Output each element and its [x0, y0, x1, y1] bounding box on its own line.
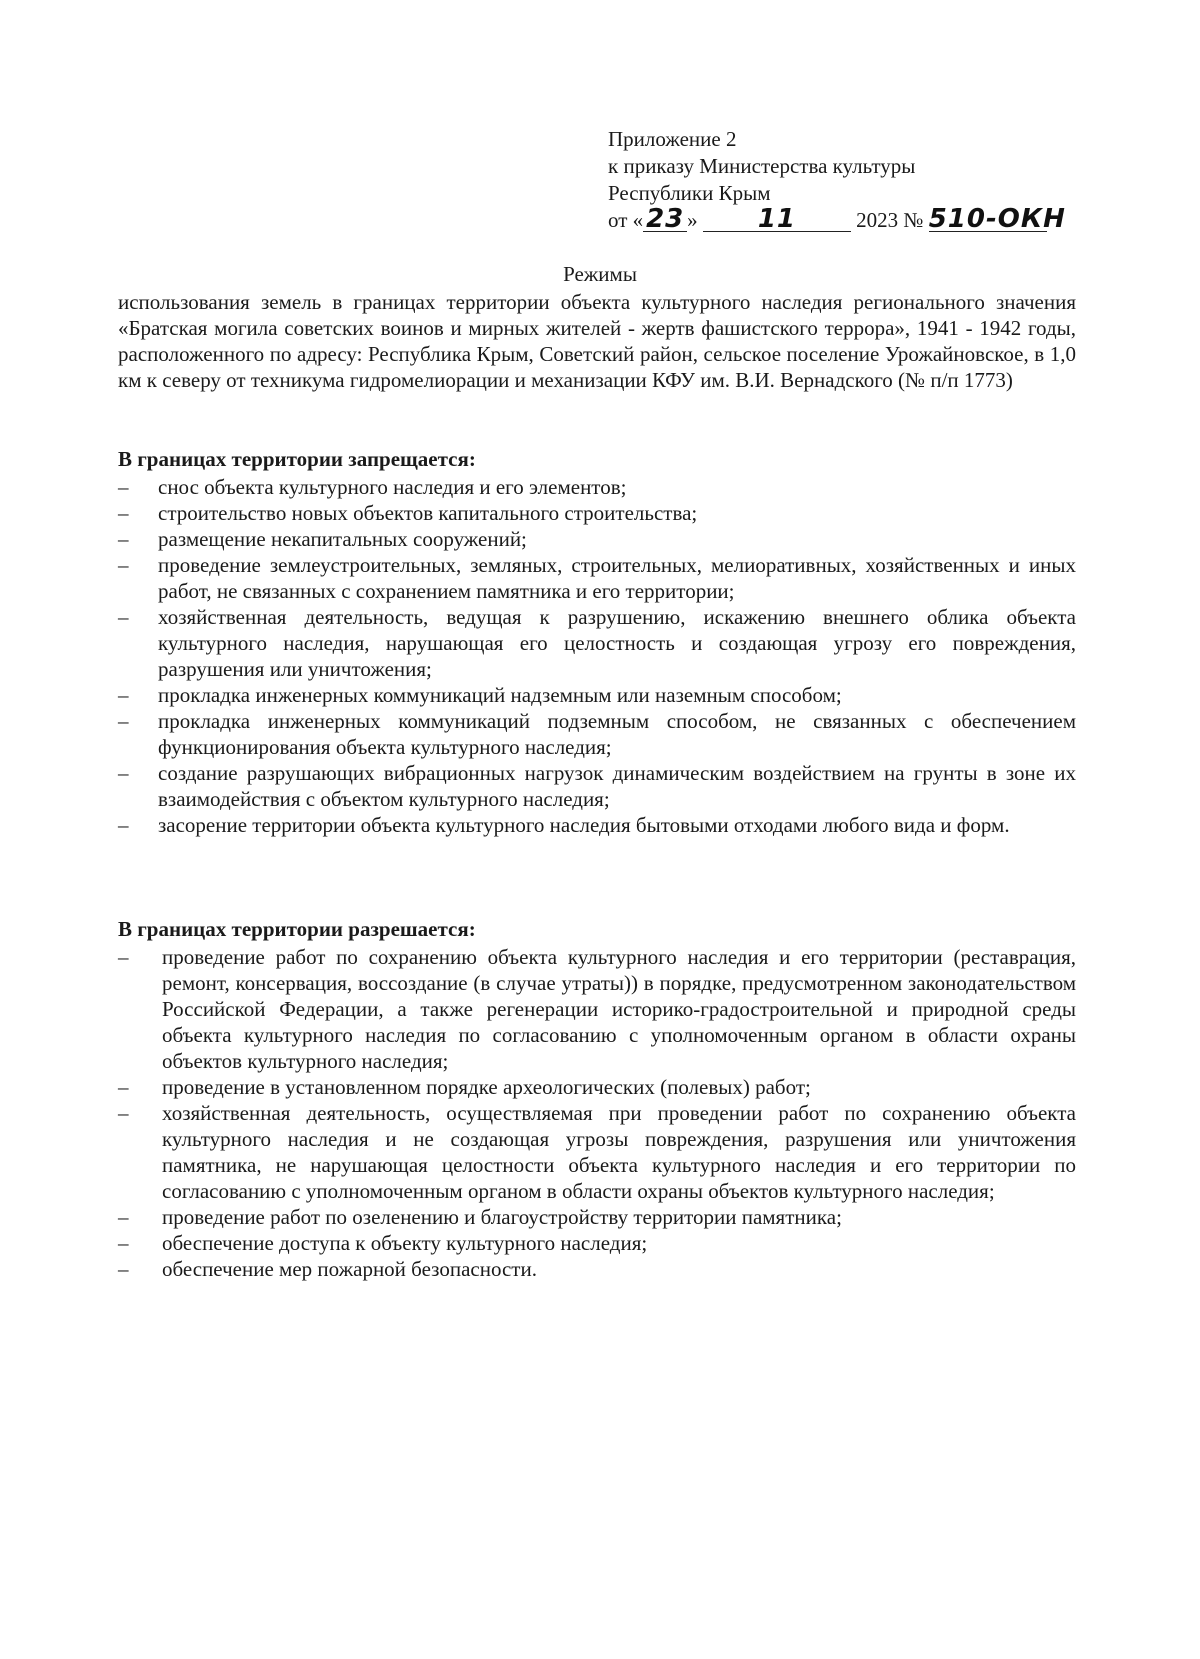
document-intro: использования земель в границах территории объекта культурного наследия регионального значения «Братская могила советских воинов и мирных жителей - жертв фашистского террора», 1941 - 1942 годы, расположенного по адресу: Республика Крым, Советский район, сельское поселение Урожайновское, в 1,0 км к северу от техникума гидромелиорации и механизации КФУ им. В.И. Вернадского (№ п/п 1773)	[118, 290, 1076, 392]
list-item	[118, 1204, 1076, 1230]
list-item	[118, 1256, 1076, 1282]
permitted-section	[118, 916, 1076, 1282]
annex-order-ref: к приказу Министерства культуры	[608, 154, 916, 178]
list-item	[118, 474, 1076, 500]
list-item-text: снос объекта культурного наследия и его элементов;	[158, 475, 627, 499]
list-dash: –	[118, 1075, 129, 1099]
list-dash: –	[118, 813, 129, 837]
list-item-text: хозяйственная деятельность, ведущая к разрушению, искажению внешнего облика объекта культурного наследия, нарушающая его целостность и создающая угрозу его повреждения, разрушения или уничтожения;	[158, 605, 1076, 681]
order-day-handwritten: 23	[643, 207, 687, 232]
list-dash: –	[118, 761, 129, 785]
list-item-text: обеспечение мер пожарной безопасности.	[162, 1257, 537, 1281]
list-dash: –	[118, 683, 129, 707]
list-item	[118, 552, 1076, 604]
list-dash: –	[118, 1205, 129, 1229]
list-dash: –	[118, 527, 129, 551]
list-item	[118, 760, 1076, 812]
annex-title: Приложение 2	[608, 127, 737, 151]
prohibited-list	[118, 474, 1076, 838]
document-title: Режимы	[563, 262, 637, 286]
list-dash: –	[118, 501, 129, 525]
annex-region: Республики Крым	[608, 181, 771, 205]
list-item-text: создание разрушающих вибрационных нагрузок динамическим воздействием на грунты в зоне их взаимодействия с объектом культурного наследия;	[158, 761, 1076, 811]
list-item-text: строительство новых объектов капитального строительства;	[158, 501, 698, 525]
list-item	[118, 1074, 1076, 1100]
list-item-text: проведение работ по сохранению объекта культурного наследия и его территории (реставрация, ремонт, консервация, воссоздание (в случае утраты)) в порядке, предусмотренном законодательством Российской Федерации, а также регенерации историко-градостроительной и природной среды объекта культурного наследия по согласованию с уполномоченным органом в области охраны объектов культурного наследия;	[162, 945, 1076, 1073]
list-dash: –	[118, 1231, 129, 1255]
list-item	[118, 944, 1076, 1074]
list-dash: –	[118, 605, 129, 629]
permitted-list	[118, 944, 1076, 1282]
list-item-text: проведение землеустроительных, земляных, строительных, мелиоративных, хозяйственных и иных работ, не связанных с сохранением памятника и его территории;	[158, 553, 1076, 603]
list-item-text: засорение территории объекта культурного наследия бытовыми отходами любого вида и форм.	[158, 813, 1010, 837]
list-item	[118, 1100, 1076, 1204]
date-mid: »	[687, 208, 698, 232]
prohibited-section	[118, 446, 1076, 838]
list-item	[118, 500, 1076, 526]
list-dash: –	[118, 709, 129, 733]
order-year-label: 2023 №	[856, 208, 924, 232]
list-item	[118, 526, 1076, 552]
list-dash: –	[118, 475, 129, 499]
list-item-text: проведение в установленном порядке археологических (полевых) работ;	[162, 1075, 811, 1099]
list-item	[118, 708, 1076, 760]
list-item-text: прокладка инженерных коммуникаций подземным способом, не связанных с обеспечением функционирования объекта культурного наследия;	[158, 709, 1076, 759]
list-item-text: хозяйственная деятельность, осуществляемая при проведении работ по сохранению объекта культурного наследия и не создающая угрозы повреждения, разрушения или уничтожения памятника, не нарушающая целостности объекта культурного наследия и его территории по согласованию с уполномоченным органом в области охраны объектов культурного наследия;	[162, 1101, 1076, 1203]
list-dash: –	[118, 1101, 129, 1125]
list-item-text: прокладка инженерных коммуникаций надземным или наземным способом;	[158, 683, 842, 707]
order-month-handwritten: 11	[703, 207, 851, 232]
order-date-line	[608, 204, 1088, 234]
list-item	[118, 604, 1076, 682]
prohibited-heading: В границах территории запрещается:	[118, 447, 476, 471]
order-number-handwritten: 510-ОКН	[928, 204, 1066, 234]
list-item	[118, 682, 1076, 708]
list-item	[118, 1230, 1076, 1256]
permitted-heading: В границах территории разрешается:	[118, 917, 476, 941]
list-item-text: размещение некапитальных сооружений;	[158, 527, 527, 551]
list-dash: –	[118, 1257, 129, 1281]
list-item	[118, 812, 1076, 838]
list-item-text: обеспечение доступа к объекту культурного наследия;	[162, 1231, 648, 1255]
annex-header	[608, 126, 1088, 234]
list-item-text: проведение работ по озеленению и благоустройству территории памятника;	[162, 1205, 842, 1229]
date-prefix: от «	[608, 208, 644, 232]
list-dash: –	[118, 945, 129, 969]
list-dash: –	[118, 553, 129, 577]
